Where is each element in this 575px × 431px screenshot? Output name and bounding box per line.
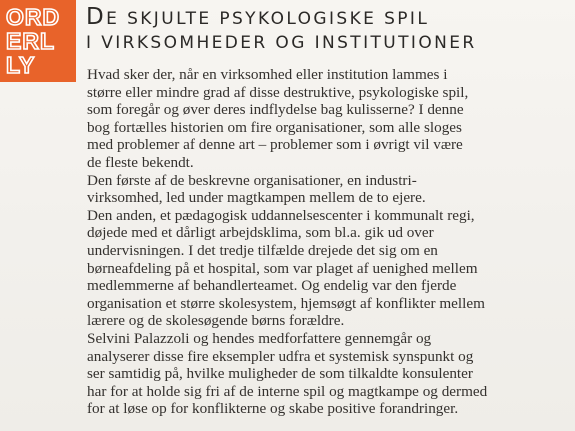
blurb-line: lærere og de skolesøgende børns forældre. (87, 312, 345, 330)
title-line-2: I VIRKSOMHEDER OG INSTITUTIONER (86, 33, 477, 53)
blurb-line: Den første af de beskrevne organisationer, en industri- (87, 171, 417, 189)
logo-line-1: ORD (6, 4, 61, 30)
blurb-text (87, 66, 567, 418)
blurb-line: undervisningen. I det tredje tilfælde drejede det sig om en (87, 241, 438, 259)
blurb-line: analyserer disse fire eksempler udfra et systemisk synspunkt og (87, 347, 474, 365)
orderly-logo (0, 0, 76, 82)
blurb-line: Den anden, et pædagogisk uddannelsescenter i kommunalt regi, (87, 206, 475, 224)
blurb-line: med problemer af denne art – problemer som i øvrigt vil være (87, 136, 463, 154)
title-line-1 (86, 6, 566, 30)
blurb-line: som foregår og øver deres indflydelse bag kulisserne? I denne (87, 101, 464, 119)
blurb-line: de fleste bekendt. (87, 153, 194, 171)
blurb-line: Hvad sker der, når en virksomhed eller institution lammes i (87, 66, 448, 83)
book-title (86, 6, 566, 54)
blurb-line: medlemmerne af behandlerteamet. Og endelig var den fjerde (87, 277, 457, 295)
blurb-line: organisation et større skolesystem, hjemsøgt af konflikter mellem (87, 294, 485, 312)
blurb-line: døjede med et dårligt arbejdsklima, som bl.a. gik ud over (87, 224, 434, 242)
blurb-line: ser samtidig på, hvilke muligheder de som tilkaldte konsulenter (87, 365, 473, 383)
logo-line-3: LY (6, 52, 36, 78)
title-line-1-rest: E SKJULTE PSYKOLOGISKE SPIL (106, 9, 430, 29)
blurb-line: børneafdeling på et hospital, som var plaget af uenighed mellem (87, 259, 478, 277)
logo-line-2: ERL (6, 28, 55, 54)
blurb-line: virksomhed, led under magtkampen mellem de to ejere. (87, 189, 426, 207)
blurb-line: større eller mindre grad af disse destruktive, psykologiske spil, (87, 83, 469, 101)
title-initial: D (86, 4, 107, 30)
blurb-line: bog fortælles historien om fire organisationer, som alle sloges (87, 118, 462, 136)
blurb-line: Selvini Palazzoli og hendes medforfattere gennemgår og (87, 329, 432, 347)
blurb-line: har for at holde sig fri af de interne spil og magtkampe og dermed (87, 382, 488, 400)
blurb-line: for at løse op for konflikterne og skabe positive forandringer. (87, 400, 459, 418)
